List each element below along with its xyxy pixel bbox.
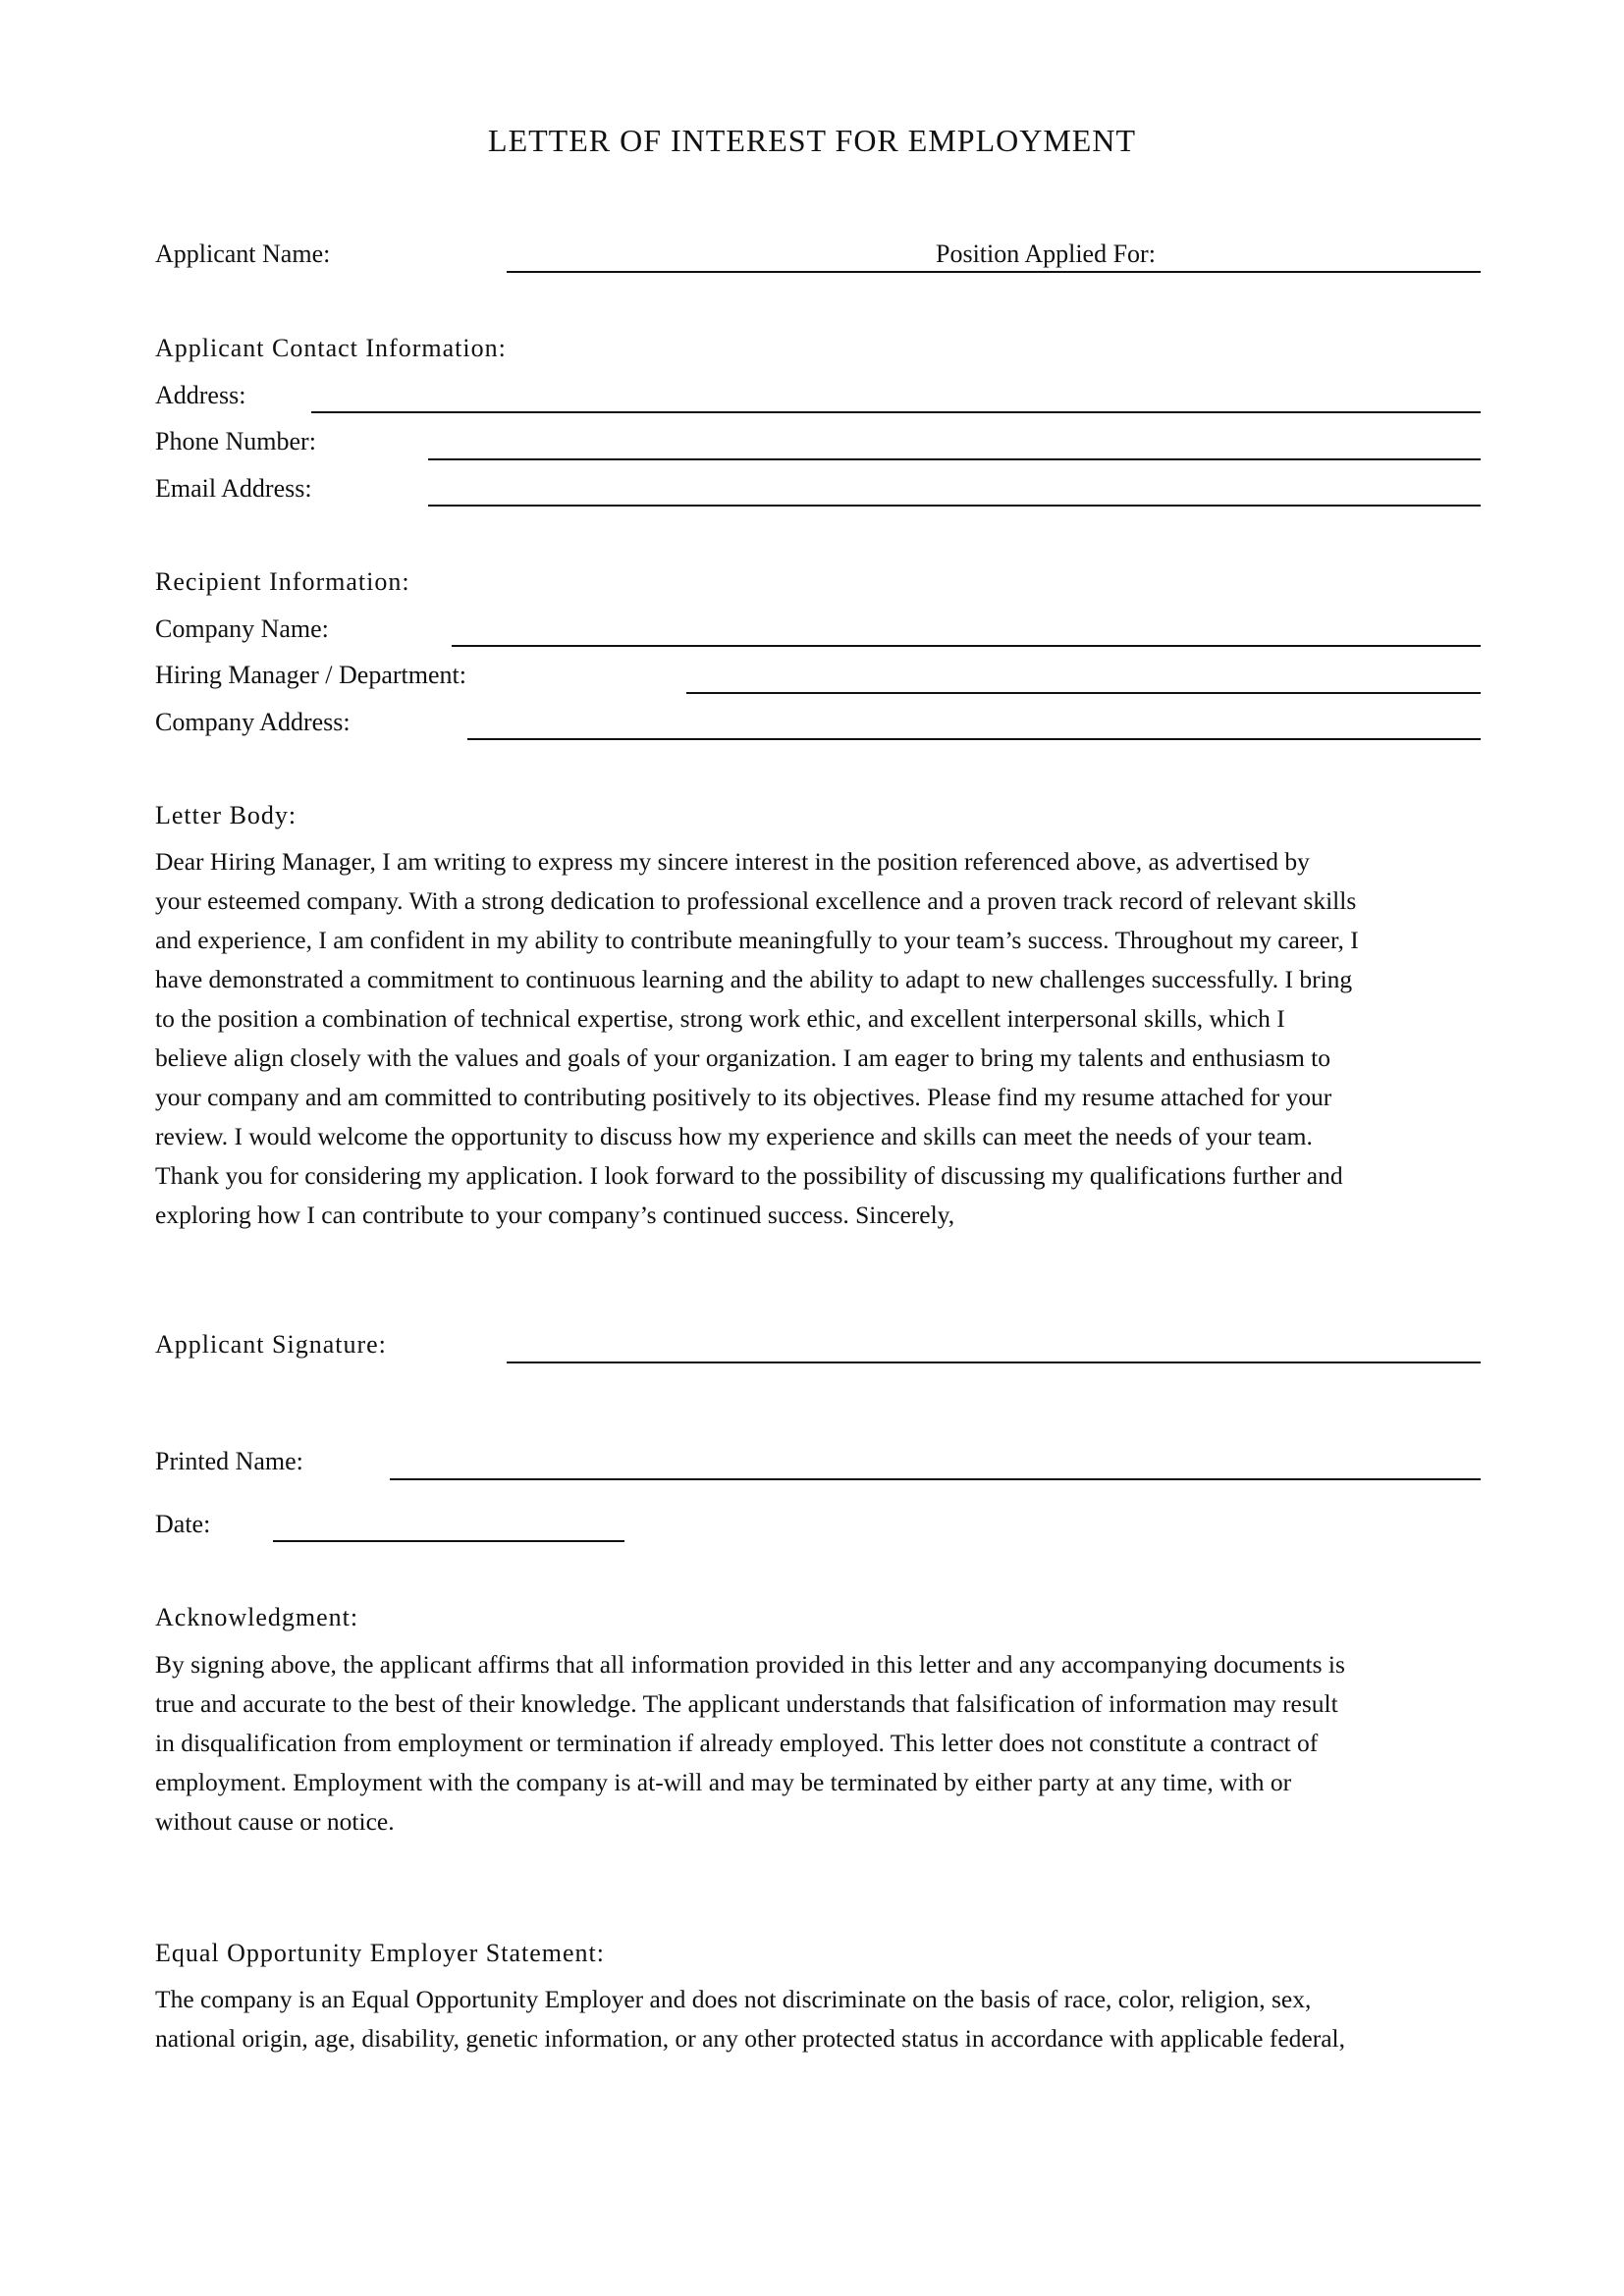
company-address-field[interactable] (467, 738, 1481, 740)
document-title: LETTER OF INTEREST FOR EMPLOYMENT (488, 123, 1136, 158)
eeo-line: The company is an Equal Opportunity Employer and does not discriminate on the basis of race, color, religion, sex, (155, 1985, 1312, 2013)
date-label: Date: (155, 1510, 211, 1538)
eeo-heading: Equal Opportunity Employer Statement: (155, 1939, 605, 1967)
letter-body-line: have demonstrated a commitment to continuous learning and the ability to adapt to new challenges successfully. I bring (155, 965, 1353, 993)
acknowledgment-line: true and accurate to the best of their knowledge. The applicant understands that falsification of information may result (155, 1689, 1338, 1718)
contact-info-heading: Applicant Contact Information: (155, 334, 507, 362)
acknowledgment-line: without cause or notice. (155, 1807, 395, 1836)
letter-body-text (155, 842, 1487, 1235)
address-label: Address: (155, 381, 246, 409)
applicant-signature-field[interactable] (507, 1362, 1481, 1363)
letter-body-line: review. I would welcome the opportunity to discuss how my experience and skills can meet the needs of your team. (155, 1122, 1313, 1150)
printed-name-field[interactable] (390, 1478, 1481, 1480)
letter-body-line: your company and am committed to contributing positively to its objectives. Please find my resume attached for your (155, 1083, 1332, 1111)
phone-number-label: Phone Number: (155, 427, 316, 455)
email-address-label: Email Address: (155, 474, 312, 503)
letter-body-line: to the position a combination of technical expertise, strong work ethic, and excellent interpersonal skills, which I (155, 1004, 1285, 1033)
applicant-name-label: Applicant Name: (155, 240, 331, 268)
eeo-text (155, 1980, 1487, 2058)
letter-body-line: your esteemed company. With a strong dedication to professional excellence and a proven track record of relevant skills (155, 886, 1357, 915)
letter-body-line: Dear Hiring Manager, I am writing to express my sincere interest in the position referenced above, as advertised by (155, 847, 1310, 876)
applicant-name-field[interactable] (507, 271, 1481, 273)
printed-name-label: Printed Name: (155, 1447, 303, 1475)
company-name-field[interactable] (452, 645, 1481, 647)
applicant-signature-label: Applicant Signature: (155, 1330, 387, 1359)
company-name-label: Company Name: (155, 614, 329, 643)
acknowledgment-heading: Acknowledgment: (155, 1603, 359, 1631)
company-address-label: Company Address: (155, 708, 351, 736)
letter-body-heading: Letter Body: (155, 801, 298, 829)
eeo-line: national origin, age, disability, genetic information, or any other protected status in accordance with applicable federal, (155, 2024, 1345, 2053)
address-field[interactable] (311, 411, 1481, 413)
acknowledgment-line: employment. Employment with the company is at-will and may be terminated by either party at any time, with or (155, 1768, 1292, 1796)
letter-body-line: believe align closely with the values and goals of your organization. I am eager to bring my talents and enthusiasm to (155, 1043, 1331, 1072)
position-applied-label: Position Applied For: (936, 240, 1156, 268)
acknowledgment-line: in disqualification from employment or termination if already employed. This letter does not constitute a contract of (155, 1729, 1319, 1757)
recipient-info-heading: Recipient Information: (155, 567, 410, 596)
acknowledgment-line: By signing above, the applicant affirms that all information provided in this letter and any accompanying documents is (155, 1650, 1345, 1679)
email-address-field[interactable] (428, 505, 1481, 507)
hiring-manager-field[interactable] (686, 692, 1481, 694)
date-field[interactable] (273, 1540, 624, 1542)
letter-body-line: exploring how I can contribute to your company’s continued success. Sincerely, (155, 1201, 955, 1229)
phone-number-field[interactable] (428, 458, 1481, 460)
acknowledgment-text (155, 1645, 1487, 1842)
letter-body-line: and experience, I am confident in my ability to contribute meaningfully to your team’s success. Throughout my career, I (155, 926, 1359, 954)
letter-body-line: Thank you for considering my application. I look forward to the possibility of discussing my qualifications further and (155, 1161, 1343, 1190)
hiring-manager-label: Hiring Manager / Department: (155, 661, 466, 689)
